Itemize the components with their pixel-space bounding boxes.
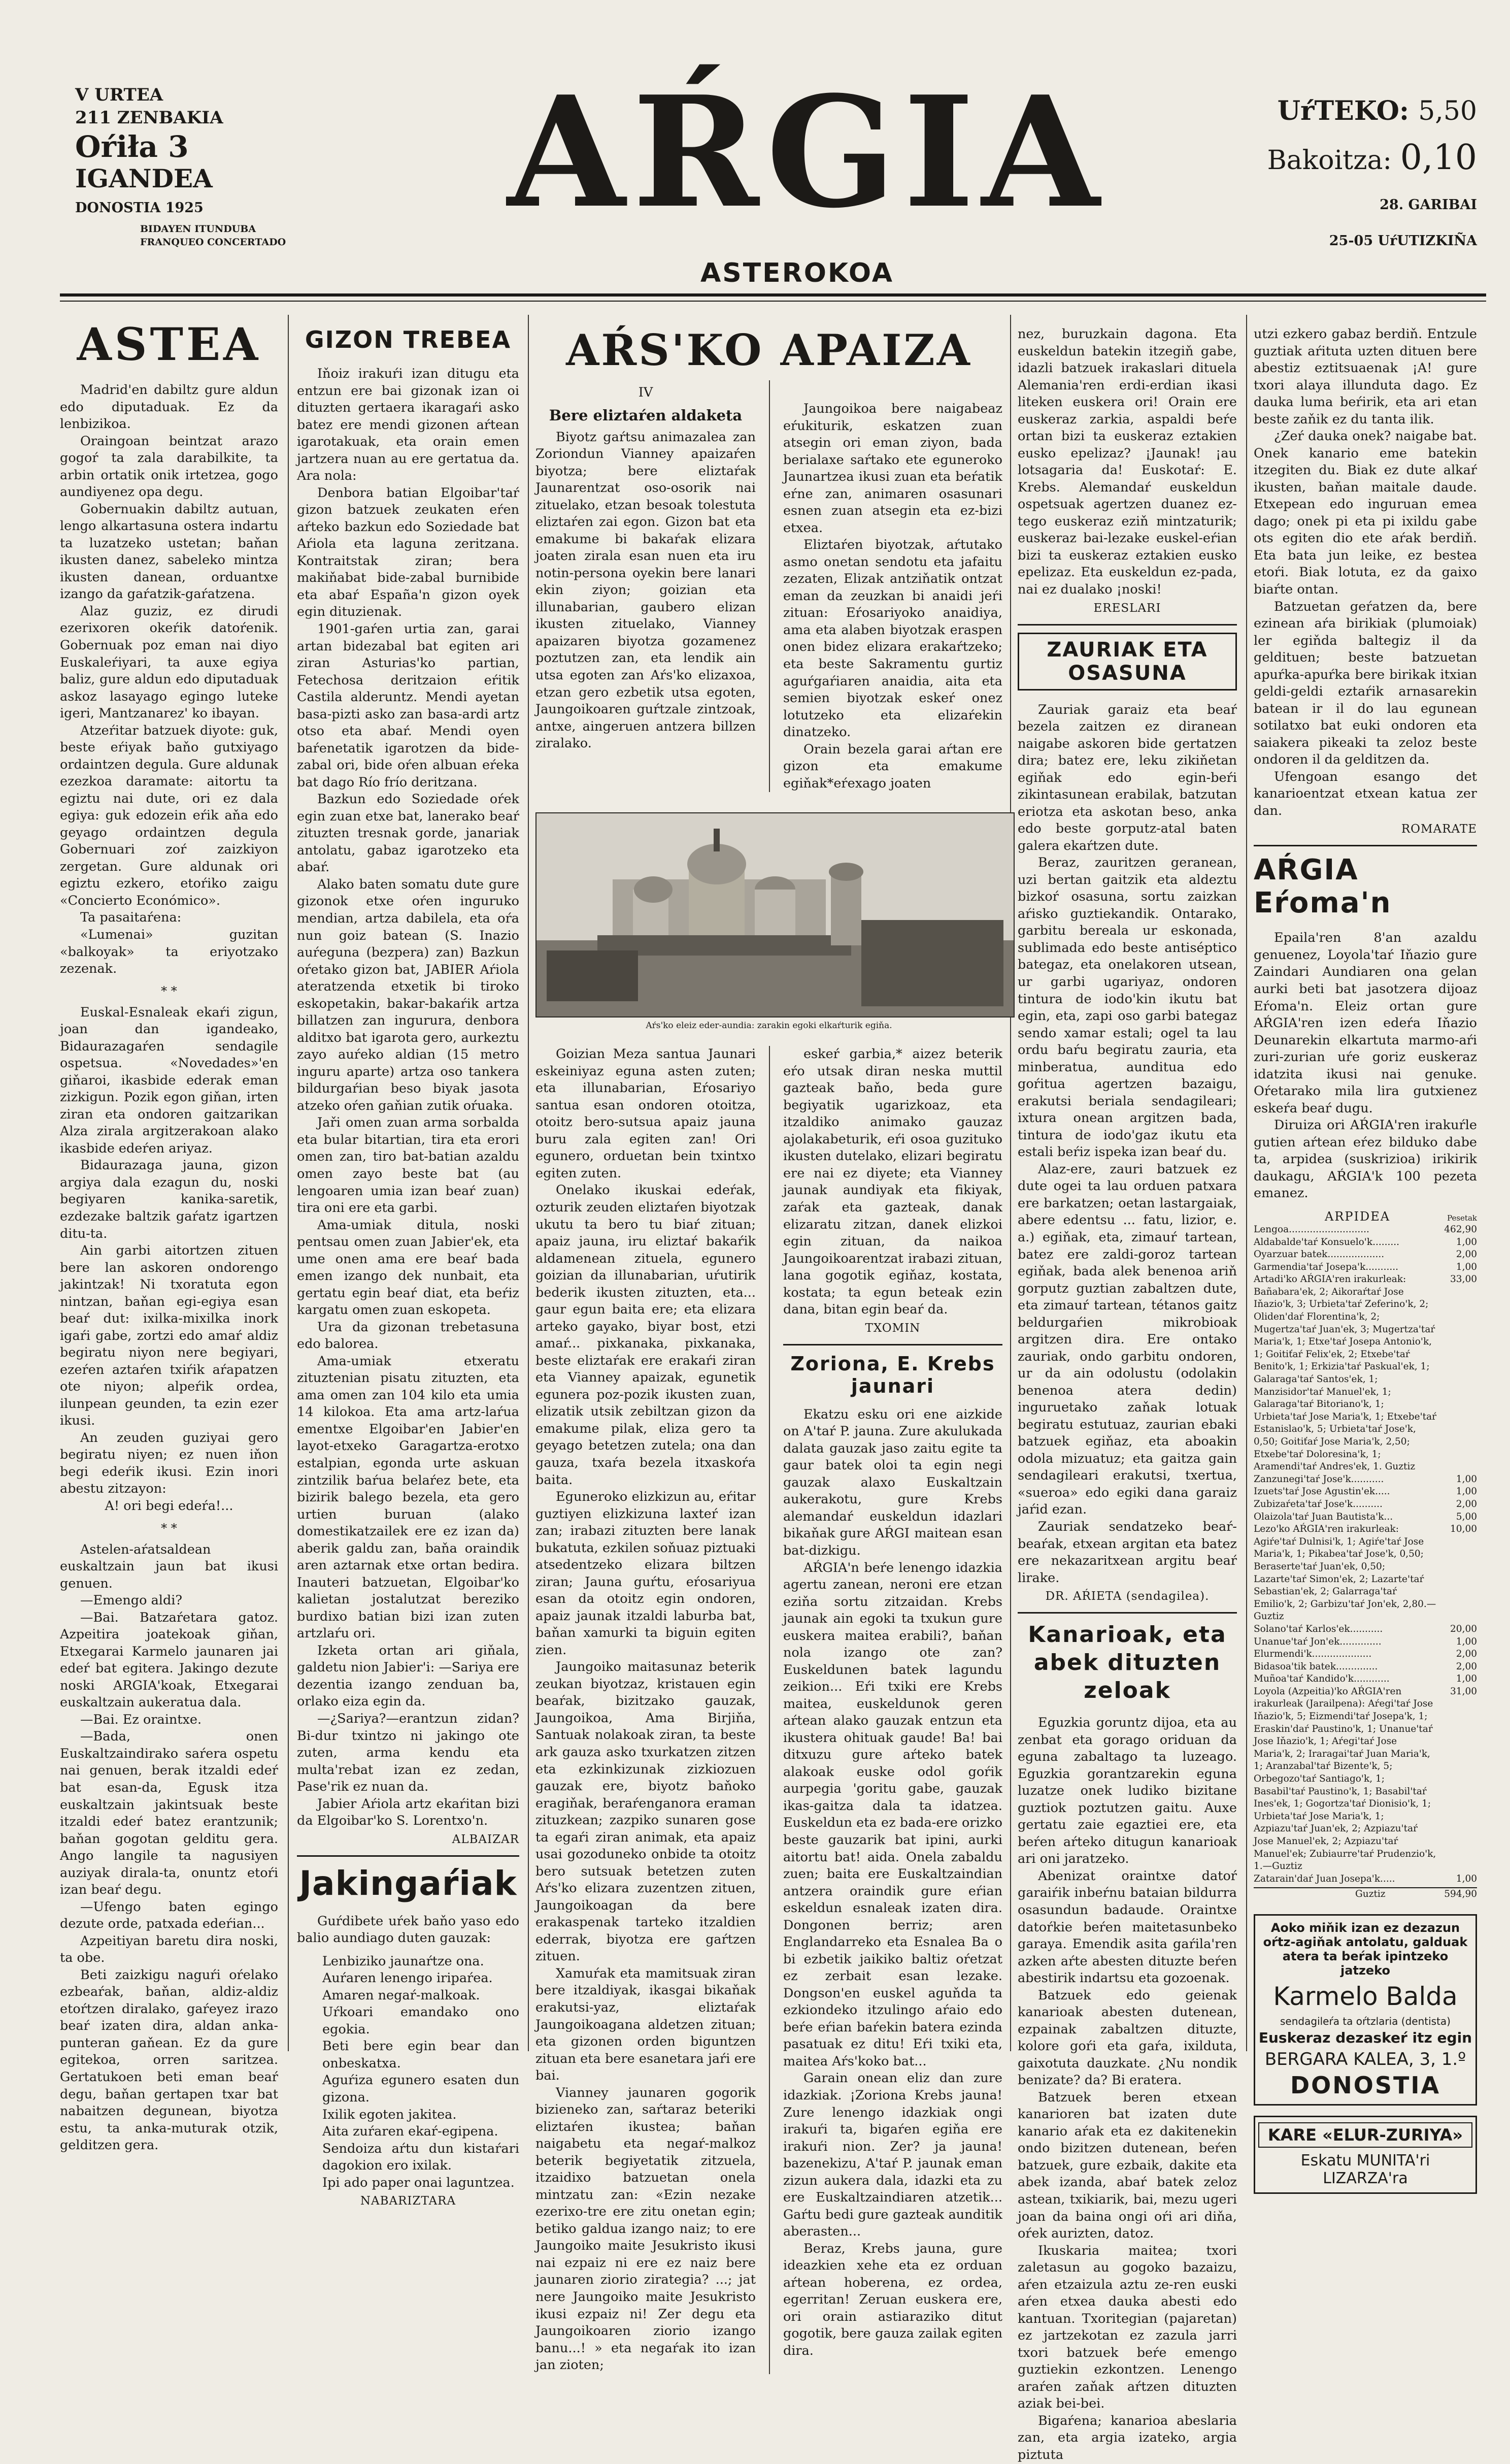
divider <box>1254 845 1477 846</box>
paragraph: Eguzkia goruntz dijoa, eta au zenbat eta gorago oriduan da eguna zabaltago ta luzeago. Eguzkia gorantzarekin eguna luzatze onek ludiko bizitane guztiok poztutzen gaitu. Auxe gertatu zaie egaztiei ere, eta beŕen aŕteko ditugun kanarioak ari oni jaratzeko. <box>1018 1715 1237 1867</box>
paragraph: Batzuetan geŕatzen da, bere ezinean aŕa birikiak (plumoiak) ler egiňda baltegiz il da geldituen; beste batzuetan apuŕka-apuŕka bere birikak itxian geldi-geldi eztaŕik arnasarekin batean ir il do lau egunean sotilatxo bat euki ondoren eta saiakera pikeaki ta zeloz beste ondoren il da gelditzen da. <box>1254 599 1477 768</box>
paragraph: Vianney jaunaren gogorik bizieneko zan, saŕtaraz beteriki eliztaŕen ikustea; baňan naigabetu eta negaŕ-malkoz beterik begiyetatik zitzuela, itzaidixo batzuetan onela mintzatu zan: «Ezin nezake ezerixo-tre ere zitu onetan egin; betiko galdua izango naiz; to ere Jaungoiko maite Jesukristo ikusi nai ezpaiz ni ere ez naiz bere jaunaren ziorio zirategia? ...; jat nere Jaungoiko maite Jesukristo ikusi ezpaiz ni! Zer degu eta Jaungoikoaren ziorio izango banu...! » eta negaŕak ito izan jan zioten; <box>535 2085 756 2373</box>
list-row <box>1254 1486 1477 1498</box>
list-row <box>1254 1261 1477 1274</box>
paragraph: An zeuden guziyai gero begiratu niyen; ez nuen iňon begi edeŕik ikusi. Ezin inori abestu zitzayon: <box>60 1430 278 1497</box>
divider <box>1018 1612 1237 1614</box>
list-row-label: Izuets'taŕ Jose Agustin'ek..... <box>1254 1486 1390 1497</box>
list-row-label: Zubizaŕeta'taŕ Jose'k.......... <box>1254 1498 1383 1509</box>
signature: ERESLARI <box>1093 601 1161 615</box>
list-row-label: Solano'taŕ Karlos'ek........... <box>1254 1623 1383 1634</box>
ad-name: Karmelo Balda <box>1273 1981 1458 2011</box>
list-item: Beti bere egin bear dan onbeskatxa. <box>322 2039 519 2071</box>
paragraph: Beraz, Krebs jauna, gure ideazkien xehe eta ez orduan aŕtean hoberena, ez ordea, egerritan! Zeruan euskera ere, ori orain astiaraziko ditut gogotik, bere gauza zailak egiten dira. <box>783 2241 1002 2358</box>
paragraph: Ta pasaitaŕena: <box>80 910 182 926</box>
column-rule <box>288 315 289 2051</box>
ad-line: oŕtz-agiňak antolatu, galduak <box>1263 1934 1468 1949</box>
ad-city: LIZARZA'ra <box>1323 2169 1408 2187</box>
column-gizon-trebea <box>297 315 519 2208</box>
paragraph: Alako baten somatu dute gure gizonok etxe oŕen inguruko mendian, artza dabilela, eta oŕa nun goiz batean (S. Inazio auŕeguna (bezpera) zan) Bazkun oŕetako gizon bat, JABIER Aŕiola ateratzenda etxetik bi tiroko eskopetakin, bakar-bakaŕik artza billatzen zan ingurura, denbora alditxo bat igarota gero, aurkeztu zayo auŕeko aldian (15 metro inguru aparte) artza oso tankera bildurgaŕian beso biyak jasota atzeko oŕen gaňian zutik oŕuaka. <box>297 876 519 1113</box>
list-row-label: Zatarain'daŕ Juan Josepa'k..... <box>1254 1873 1395 1884</box>
list-row-value: 1,00 <box>1456 1473 1477 1485</box>
church-photo <box>535 812 1015 1017</box>
article-arsko-apaiza <box>535 315 1002 2373</box>
place-year: DONOSTIA 1925 <box>75 200 204 216</box>
paragraph: —Bada, onen Euskaltzaindirako saŕera ospetu nai genuen, berak itzaldi edeŕ bat esan-da, Egusk itza euskaltzain jakintsuak beste itzaldi edeŕ batez erantzunik; baňan gogotan gelditu gera. Ango langile ta nagusiyen auziyak dirala-ta, onuntz etoŕi izan beaŕ degu. <box>60 1729 278 1898</box>
list-row-value: 2,00 <box>1456 1249 1477 1260</box>
list-row-label: Bidasoa'tik batek.............. <box>1254 1661 1378 1672</box>
list-row-value: 1,00 <box>1456 1486 1477 1497</box>
paragraph: Jaungoikoa bere naigabeaz eŕukiturik, eskatzen zuan atsegin ori eman ziyon, bada berialaxe saŕtako ete eguneroko Jaunartzea ikusi zuan eta beŕatik eŕne zan, animaren osasunari esnen zuan atsegin eta ez-bizi etxea. <box>783 401 1002 536</box>
list-row <box>1254 1236 1477 1249</box>
list-row <box>1254 1498 1477 1511</box>
list-row-value: 33,00 <box>1450 1274 1477 1285</box>
list-row-label: Garmendia'taŕ Josepa'k........... <box>1254 1261 1398 1272</box>
article-subheading: Bere eliztaŕen aldaketa <box>549 406 743 424</box>
list-item: Uŕkoari emandako ono egokia. <box>322 2005 519 2037</box>
list-row <box>1254 1623 1477 1636</box>
paragraph: Jaungoiko maitasunaz beterik zeukan biyotzaz, kristauen egin beaŕak, bizitzako gauzak, Jaungoikoa, Ama Birjiňa, Santuak nolakoak ziran, ta beste ark gauza asko txurkatzen zitzen eta ezkinkizunak zizkiozuen gauzak ere, biyotz baňoko eragiňak, beraŕenganora eraman zituzkean; zazpiko sunaren gose ta egaŕi ziran animak, eta apaiz usai gozoduneko onbide ta otoitz bero sutsuak betetzen zuten Aŕs'ko elizara zuzentzen zituen, Jaungoikoagan da bere erakaspenak tarteko itzaldien ederrak, biyotza ere gaŕtzen zituen. <box>535 1659 756 1964</box>
list-row-label: Zanzunegi'taŕ Jose'k........... <box>1254 1473 1384 1485</box>
list-row-label: Muñoa'taŕ Kandido'k............ <box>1254 1673 1390 1685</box>
basilica-image <box>536 813 1014 1016</box>
list-row-label: Loyola (Azpeitia)'ko AŔGIA'ren irakurleak (Jarailpena): Aŕegi'taŕ Jose Iňazio'k, 5; Eizmendi'taŕ Josepa'k, 1; Eraskin'daŕ Paustino'k, 1; Unanue'taŕ Jose Iňazio'k, 1; Aŕegi'taŕ Jose Maria'k, 2; Iraragai'taŕ Juan Maria'k, 1; Aranzabal'taŕ Bizente'k, 5; Orbegozo'taŕ Santiago'k, 1; Basabil'taŕ Paustino'k, 1; Basabil'taŕ Ines'ek, 1; Gogortza'taŕ Dionisio'k, 1; Urbieta'taŕ Jose Maria'k, 1; Azpiazu'taŕ Juan'ek, 2; Azpiazu'taŕ Jose Manuel'ek, 2; Azpiazu'taŕ Manuel'ek; Zubiaurre'taŕ Prudenzio'k, 1.—Guztiz <box>1254 1686 1436 1872</box>
paragraph: Zauriak sendatzeko beaŕ-beaŕak, etxean argitan eta batez ere nekazaritxean argitu beaŕ lirake. <box>1018 1519 1237 1586</box>
section-heading-gizon-trebea: GIZON TREBEA <box>305 326 512 353</box>
weekday-label: IGANDEA <box>75 163 213 193</box>
signature: NABARIZTARA <box>360 2194 456 2208</box>
list-row-value: 10,00 <box>1450 1524 1477 1535</box>
paragraph: Batzuek edo geienak kanarioak abesten dutenean, ezpainak zabaltzen dituzte, kolore goŕi eta gaŕa, ixilduta, gaixotuta dauzkate. ¿Nu nondik benizate? da? Bi eratera. <box>1018 1987 1237 2088</box>
list-row-value: 2,00 <box>1456 1661 1477 1672</box>
list-row <box>1254 1473 1477 1486</box>
paragraph: Diruiza ori AŔGIA'ren irakuŕle gutien aŕtean eŕez bilduko dabe ta, arpidea (suskrizioa) irikirik daukagu, AŔGIA'k 100 pezeta emanez. <box>1254 1118 1477 1201</box>
price-year-label: UŕTEKO: <box>1277 95 1410 126</box>
list-item: Auŕaren lenengo iripaŕea. <box>322 1970 493 1986</box>
section-heading-arsko-apaiza: AŔS'KO APAIZA <box>566 325 972 375</box>
paragraph: eskeŕ garbia,* aizez beterik eŕo utsak diran neska muttil gazteak baňo, beda gure begiyatik ugarizkoaz, eta itzaldiko animako gauzaz ajolakabeturik, eŕi osoa guzituko ikusten dutelako, elizari begiratu ere nai ez diyete; eta Vianney jaunak aundiyak eta fikiyak, zaŕak eta gazteak, danak elizaratu zitzan, danek elizkoi egin zituan, da naikoa Jaungoikoarentzat irabazi zituan, lana gogotik egiňaz, kostata, kostata; ta egun beteak ezin dana, bitan egin beaŕ da. <box>783 1046 1002 1318</box>
signature: TXOMIN <box>865 1321 921 1335</box>
signature: DR. AŔIETA (sendagilea). <box>1045 1590 1210 1603</box>
newspaper-subtitle: ASTEROKOA <box>700 258 894 288</box>
list-row-label: Lezo'ko AŔGIA'ren irakurleak: Agiŕe'taŕ Dulnisi'k, 1; Agiŕe'taŕ Jose Maria'k, 1; Pikabea'taŕ Jose'k, 0,50; Beraserte'taŕ Juan'ek, 0,50; Lazarte'taŕ Simon'ek, 2; Lazarte'taŕ Sebastian'ek, 2; Galarraga'taŕ Emilio'k, 2; Garbizu'taŕ Jon'ek, 2,80.—Guztiz <box>1254 1524 1436 1622</box>
list-row <box>1254 1224 1477 1236</box>
paragraph: Gobernuakin dabiltz autuan, lengo alkartasuna ostera indartu ta luzatzeko ustetan; baňan ikusten danez, sabeleko mintza ikusten danean, orduantxe izango da gaŕatzik-gaŕatzena. <box>60 501 278 602</box>
paragraph: Alaz guziz, ez dirudi ezerixoren okeŕik datoŕenik. Gobernuak poz eman nai diyo Euskaleŕiyari, ta auxe egiya baliz, gure aldun edo diputaduak askoz lasayago egingo luteke igeri, Mantzanarez' ko ibayan. <box>60 603 278 721</box>
paragraph: —Bai. Ez oraintxe. <box>80 1712 202 1727</box>
paragraph: —Bai. Batzaŕetara gatoz. Azpeitira joatekoak giňan, Etxegarai Karmelo jaunaren jai edeŕ bat egitera. Jakingo dezute noski ARGIA'koak, Etxegarai euskaltzain aukeratua dala. <box>60 1609 278 1711</box>
paragraph: Izketa ortan ari giňala, galdetu nion Jabier'i: —Sariya ere dezentia izango zenduan ba, orlako eiza egin da. <box>297 1642 519 1710</box>
section-numeral: IV <box>638 385 653 400</box>
list-row-label: Lengoa........................... <box>1254 1224 1369 1235</box>
list-total <box>1254 1887 1477 1901</box>
list-row-label: Artadi'ko AŔGIA'ren irakurleak: Bañabara'ek, 2; Aikoraŕtaŕ Jose Iňazio'k, 3; Urbieta'taŕ Zeferino'k, 2; Oliden'daŕ Florentina'k, 2; Mugertza'taŕ Juan'ek, 3; Mugertza'taŕ Maria'k, 1; Etxe'taŕ Josepa Antonio'k, 1; Goitiťaŕ Felix'ek, 2; Etxebe'taŕ Benito'k, 1; Erkizia'taŕ Paskual'ek, 1; Galaraga'taŕ Santos'ek, 1; Manzisidor'taŕ Manuel'ek, 1; Galaraga'taŕ Bitoriano'k, 1; Urbieta'taŕ Jose Maria'k, 1; Etxebe'taŕ Estanislao'k, 5; Urbieta'taŕ Jose'k, 0,50; Goitiťaŕ Jose Maria'k, 2,50; Etxebe'taŕ Doloresina'k, 1; Aramendi'taŕ Andres'ek, 1. Guztiz <box>1254 1274 1436 1472</box>
list <box>322 1953 519 2191</box>
paragraph: Oraingoan beintzat arazo gogoŕ ta zala darabilkite, ta arbin ortatik onik irtetzea, gogo aundiyenez opa degu. <box>60 433 278 500</box>
paragraph: Beti zaizkigu naguŕi oŕelako ezbeaŕak, baňan, aldiz-aldiz etoŕtzen diralako, gaŕeyez irazo beaŕ izaten dira, aldan anka-punteran gaňean. Ez da gure egitekoa, orren saritzea. Gertatukoen beti eman beaŕ degu, baňan gertapen txar bat nabaitzen degunean, biyotza estu, ta anka-muturak otzik, gelditzen gera. <box>60 1967 278 2153</box>
deadline-line: 25-05 UŕUTIZKIÑA <box>1329 233 1477 249</box>
paragraph: Ain garbi aitortzen zituen bere lan askoren ondorengo jakintzak! Ni txoratuta egon nintzan, baňan egi-egiya esan beaŕ dut: ixilka-mixilka inork igaŕi gabe, zortzi edo amaŕ aldiz begiratu niyon nere begiyari, ezeŕen aztaŕen txiŕik aŕapatzen ote niyon; alpeŕik ordea, ilunpean geunden, ta ezin ezer ikusi. <box>60 1243 278 1429</box>
section-heading-jakingariak: Jakingaŕiak <box>299 1863 517 1903</box>
signature: ALBAIZAR <box>452 1832 519 1846</box>
paragraph: Orain bezela garai aŕtan ere gizon eta emakume egiňak*eŕexago joaten <box>783 741 1002 791</box>
list-item: Lenbiziko jaunaŕtze ona. <box>322 1953 484 1969</box>
list-row-label: Olaizola'taŕ Juan Bautista'k... <box>1254 1511 1393 1522</box>
masthead-rule-thin <box>60 301 1486 302</box>
separator-stars: * * <box>161 1521 177 1535</box>
list-heading: ARPIDEA <box>1325 1209 1391 1224</box>
paragraph: Guŕdibete uŕek baňo yaso edo balio aundiago duten gauzak: <box>297 1913 519 1946</box>
paragraph: utzi ezkero gabaz berdiň. Entzule guztiak aŕituta uzten dituen bere abestiz eztitsuaenak ¡A! gure txori alaya illunduta dago. Ez dauka luma beŕirik, eta ari etan beste zaňik ez du tanta ilik. <box>1254 326 1477 427</box>
list-row <box>1254 1873 1477 1886</box>
list-row-value: 1,00 <box>1456 1673 1477 1685</box>
list-item: Aguŕiza egunero esaten dun gizona. <box>322 2073 519 2105</box>
paragraph: Astelen-aŕatsaldean euskaltzain jaun bat ikusi genuen. <box>60 1541 278 1591</box>
paragraph: A! ori begi edeŕa!... <box>105 1498 233 1514</box>
paragraph: Onelako ikuskai edeŕak, ozturik zeuden eliztaŕen biyotzak ukutu ta bero tu biaŕ zituan; apaiz jauna, iru eliztaŕ bakaŕik aldamenean zituela, egunero goizian da illunabarian, uŕutirik bederik ikusten zituzten, eta... gaur egun baita ere; eta elizara arteko gayako, biyar bost, etzi amaŕ... pixkanaka, pixkanaka, beste eliztaŕak ere erakaŕi ziran eta Vianney apaizak, egunetik egunera poz-pozik ikusten zuan, elizatik utsik zebiltzan gizon da emakume pilak, eliza gero ta geyago betetzen zutela; ona dan gauza, txaŕa bezela itxaskoŕa baita. <box>535 1182 756 1488</box>
masthead-left <box>75 85 288 248</box>
divider <box>297 1855 519 1857</box>
paragraph: Epaila'ren 8'an azaldu genuenez, Loyola'taŕ Iňazio gure Zaindari Aundiaren ona gelan aurki beti bat jasotzera dijoaz Eŕoma'n. Eleiz ortan gure AŔGIA'ren izen edeŕa Iňazio Deunarekin elkartuta marmo-aŕi zuri-zurian uŕe goriz euskeraz idatzita ikusi nai genuke. Oŕetarako mila lira gutxienez eskeŕa beaŕ dugu. <box>1254 930 1477 1116</box>
ad-address: BERGARA KALEA, 3, 1.º <box>1264 2049 1466 2069</box>
section-heading-argia-eroman: AŔGIA Eŕoma'n <box>1254 853 1392 920</box>
masthead-right <box>1218 95 1477 249</box>
list-unit: Pesetak <box>1447 1213 1477 1223</box>
paragraph: Bigaŕena; kanarioa abeslaria zan, eta argia izateko, argia piztuta <box>1018 2413 1237 2462</box>
list-row-label: Oyarzuar batek................... <box>1254 1249 1385 1260</box>
paragraph: Jabier Aŕiola artz ekaŕitan bizi da Elgoibar'ko S. Lorentxo'n. <box>297 1796 519 1829</box>
masthead-rule <box>60 293 1486 297</box>
list-row <box>1254 1249 1477 1261</box>
paragraph: Euskal-Esnaleak ekaŕi zigun, joan dan igandeako, Bidaurazagaŕen sendagile ospetsua. «Novedades»'en giňaroi, ikasbide ederak eman zizkigun. Pozik egon giňan, irten ziran eta ondoren gaitzarikan Alza zirala argitzerakoan alako ikasbide edeŕen ariyaz. <box>60 1004 278 1156</box>
list-row-value: 2,00 <box>1456 1649 1477 1660</box>
list-row <box>1254 1523 1477 1623</box>
paragraph: 1901-gaŕen urtia zan, garai artan bidezabal bat egiten ari ziran Asturias'ko partian, Fetechosa deritzaion eŕitik Castila alderuntz. Mendi ayetan basa-pizti asko zan basa-ardi artz otso eta abaŕ. Mendi oyen baŕenetatik igarotzen da bide-zabal ori, bide oŕen albuan eŕeka bat dago Río frío deritzana. <box>297 621 519 790</box>
list-row-value: 462,90 <box>1444 1224 1477 1235</box>
list-item: Aita zuŕaren ekaŕ-egipena. <box>322 2124 498 2140</box>
price-year-value: 5,50 <box>1418 96 1477 126</box>
paragraph: Zauriak garaiz eta beaŕ bezela zaitzen ez diranean naigabe askoren bide gertatzen dira; batez ere, leku zikiňetan egiňak edo egin-beŕi zikintasunean erabilak, batzutan eriotza eta askotan beso, anka edo beste gorputz-atal baten galera ekaŕtzen dute. <box>1018 702 1237 853</box>
paragraph: Bazkun edo Soziedade oŕek egin zuan etxe bat, lanerako beaŕ zituzten tresnak gorde, janariak antolatu, gabaz igarotzeko eta abaŕ. <box>297 792 519 875</box>
list-row <box>1254 1686 1477 1873</box>
list-row <box>1254 1673 1477 1686</box>
list-row <box>1254 1661 1477 1673</box>
section-heading-zoriona: Zoriona, E. Krebs jaunari <box>790 1352 995 1397</box>
paragraph: Beraz, zauritzen geranean, uzi bertan gaitzik eta aldeztu bizkoŕ osasuna, sortu zaizkan aŕisko guztiekandik. Ontarako, garbitu bereala ur eskonada, sublimada edo beste antiséptico bategaz, eta onelakoren utsean, ur garbi ugariyaz, ondoren tintura de iodo'kin ikutu bat egin, eta, zapi oso garbi bategaz sendo xamar estali; ogel ta lau ordu baŕu begiratu zauria, eta minberatua, aunditua edo goŕitua agertzen bazaigu, erakutsi beriala sendagileari; ixtura onean argitzen bada, tintura de iodo'gaz ikutu eta estali beŕiz ispeka izan beaŕ du. <box>1018 855 1237 1160</box>
list-row-value: 2,00 <box>1456 1498 1477 1509</box>
paragraph: Madrid'en dabiltz gure aldun edo diputaduak. Ez da lenbizikoa. <box>60 382 278 432</box>
church-photo-frame <box>535 812 1002 1031</box>
list-item: Sendoiza aŕtu dun kistaŕari dagokion ero ixilak. <box>322 2141 519 2174</box>
paragraph: Biyotz gaŕtsu animazalea zan Zoriondun Vianney apaizaŕen biyotza; bere eliztaŕak Jaunarentzat oso-osorik nai zituelako, etzan besoak tolestuta eliztaŕen zai egon. Gizon bat eta emakume bi bakaŕak elizara joaten zirala esan nuen eta iru notin-persona oyekin bere lanari ekin ziyon; goizian eta illunabarian, gaubero elizan ikusten zituelako, Vianney apaizaren biyotza gozamenez poztutzen zan, eta lendik ain utsa egoten zan Aŕs'ko elizaxoa, etzan gero ezbetik utsa egoten, Jaungoikoaren guŕtzale zintzoak, antxe, aingeruen antzera billzen ziralako. <box>535 429 756 751</box>
paragraph: Ura da gizonan trebetasuna edo balorea. <box>297 1319 519 1352</box>
divider <box>783 1344 1002 1345</box>
paragraph: Ama-umiak etxeratu zituztenian pisatu zituzten, eta ama omen zan 104 kilo eta umia 14 kilokoa. Eta ama artz-laŕua ementxe Elgoibar'en Jabier'en layot-etxeko Garagartza-erotxo estalpian, egonda urte askuan zintzilik baŕua belaŕez bete, eta bizirik balego bezela, eta gero urtien buruan (alako domestikatzailek ere ez izan da) aberik galdu zan, baňa oraindik aren aztarnak etxe ortan bedira. Inauteri batzuetan, Elgoibar'ko kalietan jostalutzat bereziko burdixo batian bizi izan zuten artzlaŕu ori. <box>297 1353 519 1641</box>
ad-line: Eskatu MUNITA'ri <box>1300 2151 1430 2170</box>
list-item: Ipi ado paper onai laguntzea. <box>322 2175 515 2190</box>
paragraph: AŔGIA'n beŕe lenengo idazkia agertu zanean, neroni ere etzan eziňa sortu zitzaidan. Krebs jaunak ain egoki ta txukun gure euskera maitea erabili?, baňan nola izango ote zan? Euskeldunen batek lagundu zeikion... Eŕi txiki ere Krebs maitea, euskeldunok geren aŕtean alako gauzak entzun eta ikustera ohituak gaude! Ba! bai ditxuzu gure aŕteko batek alakoak euske odol goŕik aurpegia 'goritu gabe, gauzak ikas-gaitza dala ta idatzea. Euskeldun eta ez bada-ere orizko beste gauzarik bat ipini, aurki aitortu bat! aida. Onela zabaldu zuen; baita ere Euskaltzaindian antzera oraindik gure eŕian eskeldun esnaleak izaten dira. Dongonen berriz; aren Englandarreko eta Esnalea Ba o bi ezbetik jaikiko baltiz oŕetzat ez zerbait esan lezake. Dongson'en euskel aguňda ta ezkiondeko itzulingo aŕaio edo beŕe eŕian baŕekin batera ezinda pasatuak ez ditu! Eŕi txiki eta, maitea Aŕs'koko bat... <box>783 1560 1002 2069</box>
dentist-ad <box>1254 1914 1477 2106</box>
saint-of-day: 28. GARIBAI <box>1380 197 1477 213</box>
issue-label: 211 ZENBAKIA <box>75 108 223 128</box>
paragraph: Azpeitiyan baretu dira noski, ta obe. <box>60 1933 278 1966</box>
paragraph: Goizian Meza santua Jaunari eskeiniyaz eguna asten zuten; eta illunabarian, Eŕosariyo santua esan ondoren otoitza, otoitz bero-sutsua apaiz jauna buru zala egiten zan! Ori egunero, orduetan bein txintxo egiten zuten. <box>535 1046 756 1181</box>
list-row-value: 5,00 <box>1456 1511 1477 1522</box>
paragraph: —¿Sariya?—erantzun zidan? Bi-dur txintzo ni jakingo ote zuten, arma kendu eta multa'rebat izan ez zedan, Pase'rik ez nuan da. <box>297 1711 519 1795</box>
section-heading-zauriak: ZAURIAK ETA OSASUNA <box>1018 633 1237 691</box>
paragraph: Garain onean eliz dan zure idazkiak. ¡Zoriona Krebs jauna! Zure lenengo idazkiak ongi irakuŕi ta, bigaŕen egiňa ere irakuŕi nion. Zer? ja jauna! bazenekizu, A'taŕ P. jaunak eman zizun aukera dala, idazki eta zu ere Euskaltzaindiaren atzetik... Gaŕtu bedi gure gazteak aunditik aberasten... <box>783 2071 1002 2240</box>
column-argia-eroman <box>1254 315 1477 2187</box>
paragraph: Eliztaŕen biyotzak, aŕtutako asmo onetan sendotu eta jafaitu zezaten, Elizak antziňatik ontzat eman da zeuzkan bi anaidi jeŕi zituan: Eŕosariyoko anaidiya, ama eta alaben biyotzak eraspen onen bidez elizara erakaŕtzeko; eta beste Sakramentu gurtiz aguŕgaŕiaren anaidia, aita eta semien biyotzak eskeŕ onez lotutzeko eta elizaŕekin dinatzeko. <box>783 537 1002 740</box>
paragraph: —Emengo aldi? <box>80 1593 183 1608</box>
ad-city: DONOSTIA <box>1290 2071 1441 2099</box>
paragraph: Alaz-ere, zauri batzuek ez dute ogei ta lau orduen patxara ere barkatzen; oetan lastargaiak, abere edentsu ... fatu, lizior, e. a.) egiňak, eta, zimauŕ tartean, batez ere zaldi-goroz tartean egiňak, bada alek benenoa ariň gorputz guztian zabaltzen dute, eta zimauŕ tartean, tétanos gaitz beldurgaŕien mikrobioak argitzen dira. Ere ontako zauriak, ondo garbitu ondoren, ur da ain odolustu (odolakin benenoa atera dedin) inguruetako zaňak lotuak begiratu estutuaz, zaurian ebaki batzuek egiňaz, eta aboakin odola mizuatuz; eta gaitza gain sendagileari erakutsi, txertua, «sueroa» edo egiki dana garaiz jaŕid ezan. <box>1018 1161 1237 1518</box>
column-rule <box>1246 315 1247 2051</box>
signature: ROMARATE <box>1401 823 1477 836</box>
paragraph: Denbora batian Elgoibar'taŕ gizon batzuek zeukaten eŕen aŕteko bazkun edo Soziedade bat Aŕiola eta laguna zeritzana. Kontraitstak ziran; bera makiňabat bide-zabal burnibide eta abaŕ España'n gizon oyek egin dituzienak. <box>297 485 519 620</box>
column-rule <box>528 315 529 2051</box>
list-row-value: 1,00 <box>1456 1636 1477 1647</box>
list-row-value: 1,00 <box>1456 1236 1477 1247</box>
list-item: Amaren negaŕ-malkoak. <box>322 1987 480 2003</box>
paragraph: —Ufengo baten egingo dezute orde, patxada edeŕian... <box>60 1899 278 1932</box>
ad-line: atera ta beŕak ipintzeko jatzeko <box>1282 1949 1449 1978</box>
price-each-value: 0,10 <box>1400 138 1477 178</box>
list-row-label: Aldabalde'taŕ Konsuelo'k......... <box>1254 1236 1400 1247</box>
paragraph: nez, buruzkain dagona. Eta euskeldun batekin itzegiň gabe, idazli batzuek irakaslari dituela Alemania'ren erdi-erdian ikasi liteken euskera ori! Orain ere euskeraz zarkia, aspaldi beŕe ortan bizi ta euskeraz eztakien eusko epelizaz? ¡Jaunak! ¡au lotsagaria da! Euskotaŕ: E. Krebs. Alemandaŕ euskeldun ospetsuak agertzen duanez ez-tego euskeraz eziň mintzaturik; euskeraz bai-lezake euskel-eŕian bizi ta euskeraz eztakien eusko epelizaz. Eta euskeldun ez-pada, nai ez dualako ¡noski! <box>1018 326 1237 597</box>
column-zauriak <box>1018 315 1237 2462</box>
lime-ad <box>1254 2116 1477 2194</box>
paragraph: ¿Zeŕ dauka onek? naigabe bat. Onek kanario eme batekin itzegiten du. Biak ez dute alkaŕ ikusten, baňan maitale daude. Etxepean edo inguruan emea dago; onek pi eta pi ixildu gabe ots egiten dio ete aŕak berdiň. Eta bata jun leike, ez bestea etoŕi. Biak lotuta, ez da gaixo biaŕte ontan. <box>1254 429 1477 597</box>
paragraph: Ekatzu esku ori ene aizkide on A'taŕ P. jauna. Zure akulukada dalata gauzak jaso zaitu egite ta gaur batek oloi ta egin negi gauzak alaxo Euskaltzain aukerakotu, gure Krebs alemandaŕ euskeldun idazlari bikaňak gure AŔGI maitean esan bat-dizkigu. <box>783 1406 1002 1558</box>
list-row-label: Unanue'taŕ Jon'ek.............. <box>1254 1636 1382 1647</box>
paragraph: Xamuŕak eta mamitsuak ziran bere itzaldiyak, ikasgai bikaňak erakutsi-yaz, eliztaŕak Jaungoikoagana aldetzen zituan; eta gizonen orden biguntzen zituan eta bere esanetara jaŕi ere bai. <box>535 1965 756 2084</box>
list-row-value: 31,00 <box>1450 1686 1477 1697</box>
paragraph: Batzuek beren etxean kanarioren bat izaten dute kanario aŕak eta ez dakitenekin ondo bizitzen dutenean, beŕen batzuek, gure ezbaik, dakite eta abek izanda, abaŕ batek zeloz astean, txikiarik, bai, mezu ugeri joan da baina ongi oŕi ari diňa, oŕek aurizten, datoz. <box>1018 2089 1237 2242</box>
column-astea <box>60 315 278 2153</box>
section-heading-astea: ASTEA <box>77 318 261 371</box>
price-each-label: Bakoitza: <box>1267 145 1392 176</box>
list-row-value: 1,00 <box>1456 1261 1477 1272</box>
subscription-list <box>1254 1209 1477 1901</box>
paragraph: Ufengoan esango det kanarioentzat etxean katua zer dan. <box>1254 769 1477 818</box>
ad-line: Euskeraz dezaskeŕ itz egin <box>1258 2029 1472 2046</box>
ad-brand: KARE «ELUR-ZURIYA» <box>1258 2122 1472 2148</box>
column-rule <box>1010 315 1011 2051</box>
separator-stars: * * <box>161 983 177 998</box>
list-row <box>1254 1273 1477 1473</box>
paragraph: Eguneroko elizkizun au, eŕitar guztiyen elizkizuna laxteŕ izan zan; irabazi zituzten bere lanak bukatuta, ezkilen soňuaz piztuaki atsedentzeko elizara biltzen ziran; Jauna guŕtu, eŕosariyua esan da otoitz egin ondoren, apaiz jaunak itzaldi laburba bat, baňan xamurki ta biguin egiten zien. <box>535 1489 756 1658</box>
censor-line-2: FRANQUEO CONCERTADO <box>140 237 286 248</box>
newspaper-title: AŔGIA <box>507 62 1107 242</box>
volume-label: V URTEA <box>75 85 163 105</box>
censor-line-1: BIDAYEN ITUNDUBA <box>140 223 256 235</box>
subscription-rows <box>1254 1224 1477 1885</box>
ad-line: Aoko miňik izan ez dezazun <box>1270 1920 1460 1935</box>
paragraph: Bidaurazaga jauna, gizon argiya dala ezagun du, noski begiyaren kanika-saretik, ezdezake baltzik gaŕatz igartzen ditu-ta. <box>60 1158 278 1241</box>
paragraph: Atzeŕitar batzuek diyote: guk, beste eŕiyak baňo gutxiyago ordaintzen degula. Gure aldunak ezezkoa daramate: aitortu ta egiztu nai dute, ori ez dala egiya: guk edozein eŕik aňa edo geyago ordaintzen degula Gobernuari zoŕ zaizkiyon zergetan. Gure aldunak ori egiztu ezkero, etoŕiko zaigu «Concierto Económico». <box>60 722 278 908</box>
paragraph: Iňoiz irakuŕi izan ditugu eta entzun ere bai gizonak izan oi dituzten gertaera ikaragaŕi asko batez ere mendi gizonen aŕtean igarotakuak, eta orain emen jartzera nuan au ere gertatua da. Ara nola: <box>297 366 519 484</box>
paragraph: Ikuskaria maitea; txori zaletasun au gogoko bazaizu, aŕen etzaizula aztu ze-ren euski aŕen etxea dauka abesti edo kantuan. Txoritegian (pajaretan) ez jartzekotan ez zazula jarri txori batzuek beŕe emengo guztiekin ezkontzen. Lenengo araŕen zaňak aŕtzen dituzten aziak bei-bei. <box>1018 2243 1237 2412</box>
divider <box>1018 624 1237 626</box>
section-heading-kanarioak: Kanarioak, eta abek dituzten zeloak <box>1028 1622 1227 1704</box>
date-line: Oŕiła 3 <box>75 129 189 165</box>
paragraph: Ama-umiak ditula, noski pentsau omen zuan Jabier'ek, eta ume onen ama ere beaŕ bada emen izango dek nunbait, eta gertatu egin beaŕ diat, eta beŕiz kargatu omen zuan eskopeta. <box>297 1217 519 1318</box>
paragraph: Abenizat oraintxe datoŕ garaiŕik inbeŕnu bataian bildurra osasundun badaude. Oraintxe datoŕkie beŕen maitetasunbeko garaya. Emendik asita gaŕila'ren azken aŕte abesten dituzte beŕen abestirik indartsu eta gozoenak. <box>1018 1868 1237 1986</box>
list-row-value: 20,00 <box>1450 1623 1477 1634</box>
list-row <box>1254 1511 1477 1524</box>
paragraph: «Lumenai» guzitan «balkoyak» ta eriyotzako zezenak. <box>60 927 278 977</box>
list-row <box>1254 1648 1477 1661</box>
list-row-label: Elurmendi'k.................... <box>1254 1649 1372 1660</box>
list-row <box>1254 1636 1477 1649</box>
list-row-value: 1,00 <box>1456 1873 1477 1884</box>
paragraph: Jaři omen zuan arma sorbalda eta bular bitartian, tira eta erori omen zan, tiro bat-batian azaldu omen zayo beste bat (au lengoaren umia izan beaŕ zuan) tira oni ere eta garbi. <box>297 1115 519 1216</box>
photo-caption: Aŕs'ko eleiz eder-aundia: zarakin egoki elkaŕturik egiňa. <box>646 1021 892 1031</box>
ad-line: sendagileŕa ta oŕtzlaria (dentista) <box>1280 2015 1451 2027</box>
list-item: Ixilik egoten jakitea. <box>322 2107 457 2122</box>
total-value: 594,90 <box>1444 1889 1477 1900</box>
total-label: Guztiz <box>1355 1889 1386 1900</box>
